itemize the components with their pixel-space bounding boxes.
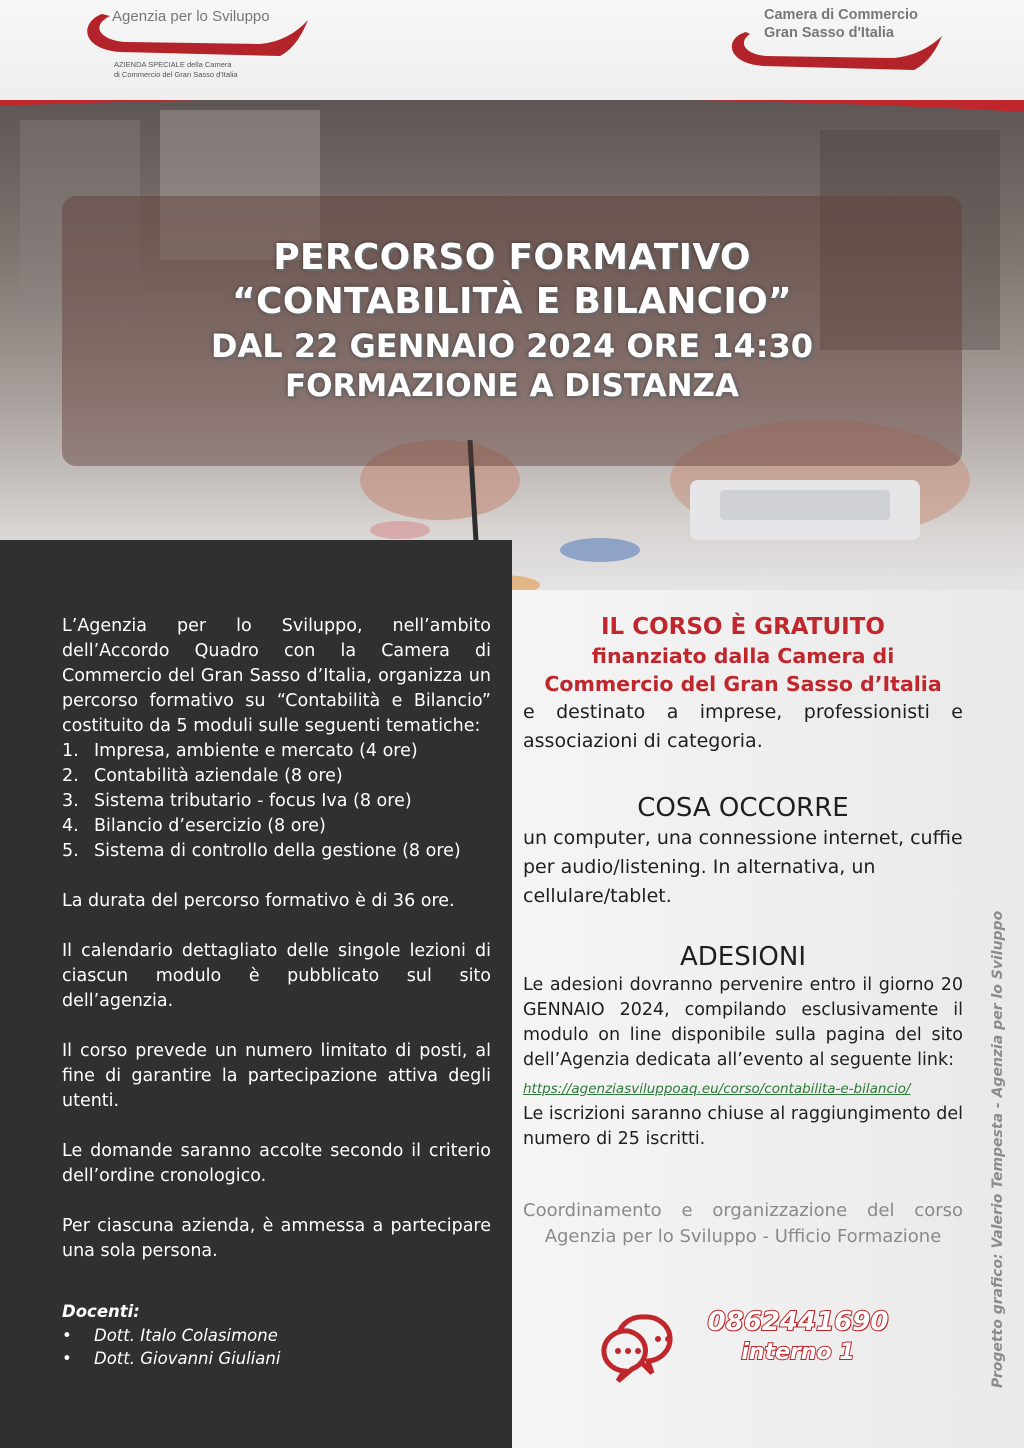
module-number: 5. — [62, 841, 79, 861]
free-course-title: IL CORSO È GRATUITO — [601, 614, 885, 640]
camera-name-line1: Camera di Commercio — [764, 7, 918, 23]
docente-name: Dott. Italo Colasimone — [94, 1326, 278, 1345]
bullet: • — [62, 1349, 72, 1368]
cosa-occorre-heading: COSA OCCORRE — [637, 793, 849, 823]
module-text: Contabilità aziendale (8 ore) — [94, 766, 343, 786]
registration-link[interactable]: https://agenziasviluppoaq.eu/corso/contabilita-e-bilancio/ — [523, 1081, 911, 1097]
agenzia-subtitle-line1: AZIENDA SPECIALE della Camera — [114, 60, 232, 69]
duration-paragraph: La durata del percorso formativo è di 36 ore. — [62, 891, 455, 911]
module-text: Sistema tributario - focus Iva (8 ore) — [94, 791, 412, 811]
modules-list — [62, 739, 491, 864]
course-details — [523, 612, 963, 1250]
cosa-occorre-text: un computer, una connessione internet, cuffie per audio/listening. In alternativa, un cellulare/tablet. — [523, 827, 963, 907]
intro-paragraph: L’Agenzia per lo Sviluppo, nell’ambito dell’Accordo Quadro con la Camera di Commercio del Gran Sasso d’Italia, organizza un percorso formativo su “Contabilità e Bilancio” costituito da 5 moduli sulle seguenti tematiche: — [62, 616, 491, 736]
module-number: 4. — [62, 816, 79, 836]
module-item — [62, 839, 491, 864]
header — [0, 0, 1024, 110]
docenti-list — [62, 1324, 491, 1370]
hero-line-distanza: FORMAZIONE A DISTANZA — [284, 368, 740, 404]
module-text: Sistema di controllo della gestione (8 ore) — [94, 841, 461, 861]
module-item — [62, 739, 491, 764]
module-item — [62, 814, 491, 839]
phone-extension: interno 1 — [741, 1340, 855, 1365]
camera-logo-name — [764, 6, 954, 42]
agenzia-logo[interactable] — [80, 4, 310, 86]
agenzia-logo-name: Agenzia per lo Sviluppo — [112, 8, 270, 25]
coordination-line2: Agenzia per lo Sviluppo - Ufficio Formazione — [544, 1226, 942, 1247]
calendar-paragraph: Il calendario dettagliato delle singole lezioni di ciascun modulo è pubblicato sul sito dell’agenzia. — [62, 941, 491, 1011]
module-text: Bilancio d’esercizio (8 ore) — [94, 816, 326, 836]
module-number: 3. — [62, 791, 79, 811]
docenti-heading: Docenti: — [62, 1302, 140, 1321]
camera-name-line2: Gran Sasso d'Italia — [764, 25, 894, 41]
docente-item — [62, 1324, 491, 1347]
docente-name: Dott. Giovanni Giuliani — [94, 1349, 281, 1368]
camera-commercio-logo[interactable] — [724, 4, 954, 76]
graphic-credit: Progetto grafico: Valerio Tempesta - Agenzia per lo Sviluppo — [990, 910, 1006, 1388]
criterion-paragraph: Le domande saranno accolte secondo il criterio dell’ordine cronologico. — [62, 1141, 491, 1186]
chat-bubbles-icon — [600, 1305, 696, 1383]
one-person-paragraph: Per ciascuna azienda, è ammessa a partecipare una sola persona. — [62, 1216, 491, 1261]
financed-line2: Commercio del Gran Sasso d’Italia — [544, 672, 942, 696]
agenzia-logo-subtitle — [114, 60, 314, 80]
closing-text: Le iscrizioni saranno chiuse al raggiungimento del numero di 25 iscritti. — [523, 1104, 963, 1149]
docente-item — [62, 1347, 491, 1370]
target-audience: e destinato a imprese, professionisti e associazioni di categoria. — [523, 701, 963, 752]
coordination-line1: Coordinamento e organizzazione del corso — [523, 1200, 963, 1221]
contact-block — [600, 1305, 900, 1385]
limited-seats-paragraph: Il corso prevede un numero limitato di posti, al fine di garantire la partecipazione attiva degli utenti. — [62, 1041, 491, 1111]
hero-line-percorso: PERCORSO FORMATIVO — [273, 237, 751, 278]
coordination-info — [523, 1198, 963, 1250]
hero-banner — [0, 100, 1024, 605]
phone-number[interactable]: 0862441690 — [707, 1307, 889, 1337]
agenzia-subtitle-line2: di Commercio del Gran Sasso d'Italia — [114, 70, 238, 79]
module-number: 1. — [62, 741, 79, 761]
hero-line-contabilita: “CONTABILITÀ E BILANCIO” — [232, 281, 792, 322]
bullet: • — [62, 1326, 72, 1345]
module-text: Impresa, ambiente e mercato (4 ore) — [94, 741, 418, 761]
module-item — [62, 764, 491, 789]
hero-line-date: DAL 22 GENNAIO 2024 ORE 14:30 — [210, 327, 814, 365]
adesioni-text: Le adesioni dovranno pervenire entro il giorno 20 GENNAIO 2024, compilando esclusivamente il modulo on line disponibile sulla pagina del sito dell’Agenzia dedicata all’evento al seguente link: — [523, 975, 963, 1070]
course-description — [62, 614, 491, 1370]
hero-title — [62, 236, 962, 406]
module-item — [62, 789, 491, 814]
module-number: 2. — [62, 766, 79, 786]
financed-line1: finanziato dalla Camera di — [591, 644, 895, 668]
adesioni-heading: ADESIONI — [680, 942, 806, 972]
